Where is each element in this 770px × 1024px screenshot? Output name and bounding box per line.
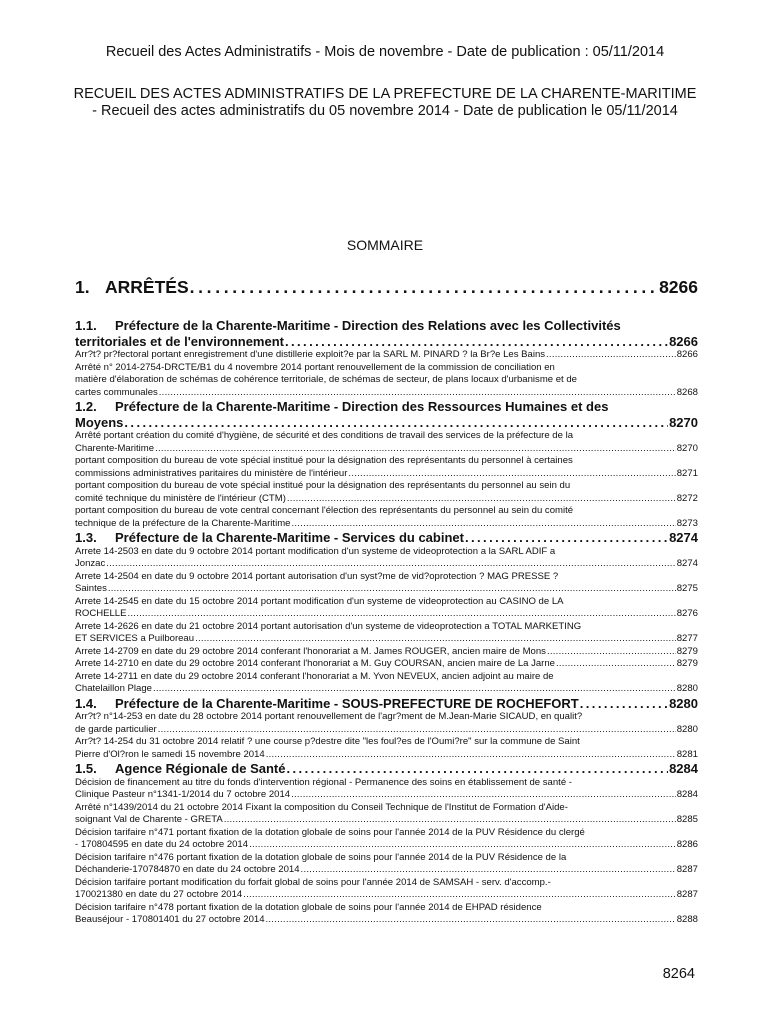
toc-entry[interactable]	[75, 852, 698, 877]
toc-entry-page: 8271	[676, 467, 698, 479]
toc-section	[75, 761, 698, 927]
toc-section-title-text: territoriales et de l'environnement	[75, 333, 284, 349]
toc-entry-text-line: Arrete 14-2504 en date du 9 octobre 2014 portant autorisation d'un syst?me de vid?oprotection ? MAG PRESSE ?	[75, 570, 559, 582]
toc-entry-page: 8287	[676, 864, 698, 875]
toc-entry-text-line: Arr?t? n°14-253 en date du 28 octobre 2014 portant renouvellement de l'agr?ment de M.Jean-Marie SICAUD, en qualit?	[75, 711, 583, 722]
toc-entry-page: 8285	[676, 814, 698, 825]
toc-level1-number: 1.	[75, 277, 90, 297]
toc-entry[interactable]	[75, 877, 698, 902]
toc-entry-text-line: Arrete 14-2626 en date du 21 octobre 2014 portant autorisation d'un systeme de videoprotection a TOTAL MARKETING	[75, 620, 582, 632]
toc-entry-text-line: Décision tarifaire n°478 portant fixation de la dotation globale de soins pour l'année 2014 de EHPAD résidence	[75, 901, 542, 913]
toc-entry-page: 8279	[676, 645, 698, 657]
toc-entry-text-last: Beauséjour - 170801401 du 27 octobre 2014	[75, 914, 265, 925]
toc-section-title-text: Préfecture de la Charente-Maritime - Services du cabinet	[115, 530, 464, 545]
sommaire-heading: SOMMAIRE	[346, 237, 424, 253]
toc-entry-text-last: Déchanderie-170784870 en date du 24 octobre 2014	[75, 864, 300, 875]
toc-section-page: 8270	[669, 414, 698, 430]
toc-section-title-line[interactable]	[75, 696, 698, 712]
toc-entry-text-line: Décision de financement au titre du fonds d'intervention régional - Permanence des soins en établissement de santé -	[75, 776, 572, 788]
toc-entry-page: 8287	[676, 889, 698, 900]
toc-entry-text-last: ROCHELLE	[75, 608, 127, 619]
toc-entry-page: 8266	[676, 349, 698, 360]
toc-entry-page: 8270	[676, 442, 698, 454]
toc-section-title-line[interactable]	[75, 761, 698, 777]
toc-entry-text-line: Arrete 14-2711 en date du 29 octobre 2014 conferant l'honorariat a M. Yvon NEVEUX, ancien adjoint au maire de	[75, 670, 554, 682]
toc-entry-text-line: Décision tarifaire portant modification du forfait global de soins pour l'année 2014 de SAMSAH - serv. d'accomp.-	[75, 876, 551, 888]
toc-entry-text-line: Arrete 14-2545 en date du 15 octobre 2014 portant modification d'un systeme de videoprotection au CASINO de LA	[75, 595, 564, 607]
toc-entry[interactable]	[75, 596, 698, 621]
toc-entry[interactable]	[75, 480, 698, 505]
toc-entry[interactable]	[75, 362, 698, 400]
toc-section-number: 1.2.	[75, 399, 97, 414]
toc-entry-text-last: cartes communales	[75, 386, 158, 398]
toc-entry-text-line: matière d'élaboration de schémas de cohérence territoriale, de schémas de secteur, de plans locaux d'urbanisme et de	[75, 374, 577, 385]
toc-entry[interactable]	[75, 505, 698, 530]
toc-entry-text-last: soignant Val de Charente - GRETA	[75, 814, 223, 825]
toc-entry[interactable]	[75, 658, 698, 671]
toc-section-title-text: Moyens	[75, 414, 124, 430]
toc-section-number: 1.5.	[75, 761, 97, 776]
toc-entry-text-line: Arrete 14-2503 en date du 9 octobre 2014 portant modification d'un systeme de videoprotection a la SARL ADIF a	[75, 545, 556, 557]
toc-entry[interactable]	[75, 430, 698, 455]
toc-entry-text-line: portant composition du bureau de vote spécial institué pour la désignation des représentants du personnel au sein du	[75, 480, 571, 491]
toc-entry-text-last: ET SERVICES a Puilboreau	[75, 633, 195, 644]
toc-section-page: 8284	[669, 761, 698, 776]
toc-section-title-line[interactable]	[75, 415, 698, 431]
toc-entry-page: 8272	[676, 492, 698, 504]
toc-entry-text-last: Saintes	[75, 583, 107, 594]
toc-entry[interactable]	[75, 777, 698, 802]
toc-entry[interactable]	[75, 736, 698, 761]
toc-section-title[interactable]	[75, 399, 698, 415]
table-of-contents	[75, 276, 698, 927]
toc-entry-page: 8276	[676, 608, 698, 619]
toc-entry-text-line: Arrêté n°1439/2014 du 21 octobre 2014 Fixant la composition du Conseil Technique de l'Institut de Formation d'Aide-	[75, 801, 568, 813]
toc-entry[interactable]	[75, 646, 698, 659]
toc-section-title-text: Préfecture de la Charente-Maritime - Direction des Ressources Humaines et des	[115, 399, 609, 414]
toc-entry-text-last: Arr?t? pr?fectoral portant enregistrement d'une distillerie exploit?e par la SARL M. PINARD ? la Br?e Les Bains	[75, 349, 546, 360]
toc-entry-page: 8274	[676, 558, 698, 569]
toc-entry-text-last: comité technique du ministère de l'intérieur (CTM)	[75, 492, 286, 504]
document-title: RECUEIL DES ACTES ADMINISTRATIFS DE LA PREFECTURE DE LA CHARENTE-MARITIME - Recueil des actes administratifs du 05 novembre 2014 - Date de publication le 05/11/2014	[73, 86, 697, 119]
toc-section-title-text: Préfecture de la Charente-Maritime - Direction des Relations avec les Collectivités	[115, 318, 621, 333]
toc-section-title[interactable]	[75, 318, 698, 334]
toc-entry-page: 8281	[676, 748, 698, 760]
toc-entry-page: 8280	[676, 723, 698, 735]
toc-section-title-text: Agence Régionale de Santé	[115, 761, 286, 776]
toc-entry-page: 8279	[676, 658, 698, 669]
toc-entry-page: 8280	[676, 683, 698, 694]
toc-entry[interactable]	[75, 711, 698, 736]
toc-section	[75, 318, 698, 399]
toc-entry-text-line: portant composition du bureau de vote spécial institué pour la désignation des représentants du personnel à certaines	[75, 455, 573, 466]
toc-entry-text-last: Arrete 14-2709 en date du 29 octobre 2014 conferant l'honorariat a M. James ROUGER, ancien maire de Mons	[75, 645, 546, 657]
toc-entry-text-last: - 170804595 en date du 24 octobre 2014	[75, 839, 249, 850]
toc-entry-page: 8284	[676, 789, 698, 800]
toc-section-title-text: Préfecture de la Charente-Maritime - SOUS-PREFECTURE DE ROCHEFORT	[115, 695, 579, 711]
toc-entry[interactable]	[75, 571, 698, 596]
toc-entry-page: 8288	[676, 914, 698, 925]
toc-entry-text-line: Arr?t? 14-254 du 31 octobre 2014 relatif ? une course p?destre dite "les foul?es de l'Oumi?re" sur la commune de Saint	[75, 736, 580, 747]
toc-entry-text-last: Pierre d'Ol?ron le samedi 15 novembre 2014	[75, 748, 265, 760]
toc-section-number: 1.3.	[75, 530, 97, 545]
toc-section	[75, 530, 698, 696]
toc-entry-page: 8268	[676, 386, 698, 398]
toc-section-title-line[interactable]	[75, 530, 698, 546]
toc-entry-text-last: Arrete 14-2710 en date du 29 octobre 2014 conferant l'honorariat a M. Guy COURSAN, ancien maire de La Jarne	[75, 658, 555, 669]
toc-entry[interactable]	[75, 455, 698, 480]
toc-entry-text-last: commissions administratives paritaires du ministère de l'intérieur	[75, 467, 348, 479]
toc-section-number: 1.4.	[75, 695, 97, 711]
toc-entry-text-last: Chatelaillon Plage	[75, 683, 152, 694]
toc-section-page: 8266	[669, 333, 698, 349]
toc-entry-text-line: portant composition du bureau de vote central concernant l'élection des représentants du personnel au sein du comité	[75, 505, 574, 516]
toc-entry[interactable]	[75, 802, 698, 827]
toc-section-title-line[interactable]	[75, 334, 698, 350]
toc-entry-page: 8277	[676, 633, 698, 644]
toc-entry-text-line: Arrêté portant création du comité d'hygiène, de sécurité et des conditions de travail des services de la préfecture de la	[75, 430, 574, 441]
toc-entry[interactable]	[75, 349, 698, 362]
toc-entry[interactable]	[75, 827, 698, 852]
toc-entry-page: 8273	[676, 517, 698, 529]
toc-level1-arretes[interactable]	[75, 276, 698, 298]
toc-level1-page: 8266	[659, 277, 698, 297]
toc-section	[75, 399, 698, 530]
toc-entry-text-last: 170021380 en date du 27 octobre 2014	[75, 889, 243, 900]
toc-entry-text-line: Décision tarifaire n°476 portant fixation de la dotation globale de soins pour l'année 2014 de la PUV Résidence de la	[75, 851, 567, 863]
toc-entry-text-line: Décision tarifaire n°471 portant fixation de la dotation globale de soins pour l'année 2014 de la PUV Résidence du clergé	[75, 826, 585, 838]
toc-entry-text-last: Jonzac	[75, 558, 106, 569]
toc-section-page: 8274	[669, 530, 698, 545]
toc-entry-text-last: Clinique Pasteur n°1341-1/2014 du 7 octobre 2014	[75, 789, 291, 800]
toc-entry[interactable]	[75, 621, 698, 646]
toc-section	[75, 696, 698, 762]
toc-level1-title: ARRÊTÉS	[105, 277, 189, 297]
toc-entry[interactable]	[75, 902, 698, 927]
toc-sections	[75, 318, 698, 927]
page-number: 8264	[662, 966, 695, 982]
toc-entry-text-line: Arrêté n° 2014-2754-DRCTE/B1 du 4 novembre 2014 portant renouvellement de la commission de conciliation en	[75, 361, 555, 373]
toc-section-number: 1.1.	[75, 318, 97, 333]
toc-entry-text-last: technique de la préfecture de la Charente-Maritime	[75, 517, 291, 529]
toc-entry-text-last: Charente-Maritime	[75, 442, 155, 454]
toc-section-page: 8280	[669, 695, 698, 711]
toc-entry-page: 8286	[676, 839, 698, 850]
running-header: Recueil des Actes Administratifs - Mois de novembre - Date de publication : 05/11/2014	[105, 44, 665, 60]
toc-entry-page: 8275	[676, 583, 698, 594]
toc-entry[interactable]	[75, 671, 698, 696]
toc-entry-text-last: de garde particulier	[75, 723, 157, 735]
toc-entry[interactable]	[75, 546, 698, 571]
